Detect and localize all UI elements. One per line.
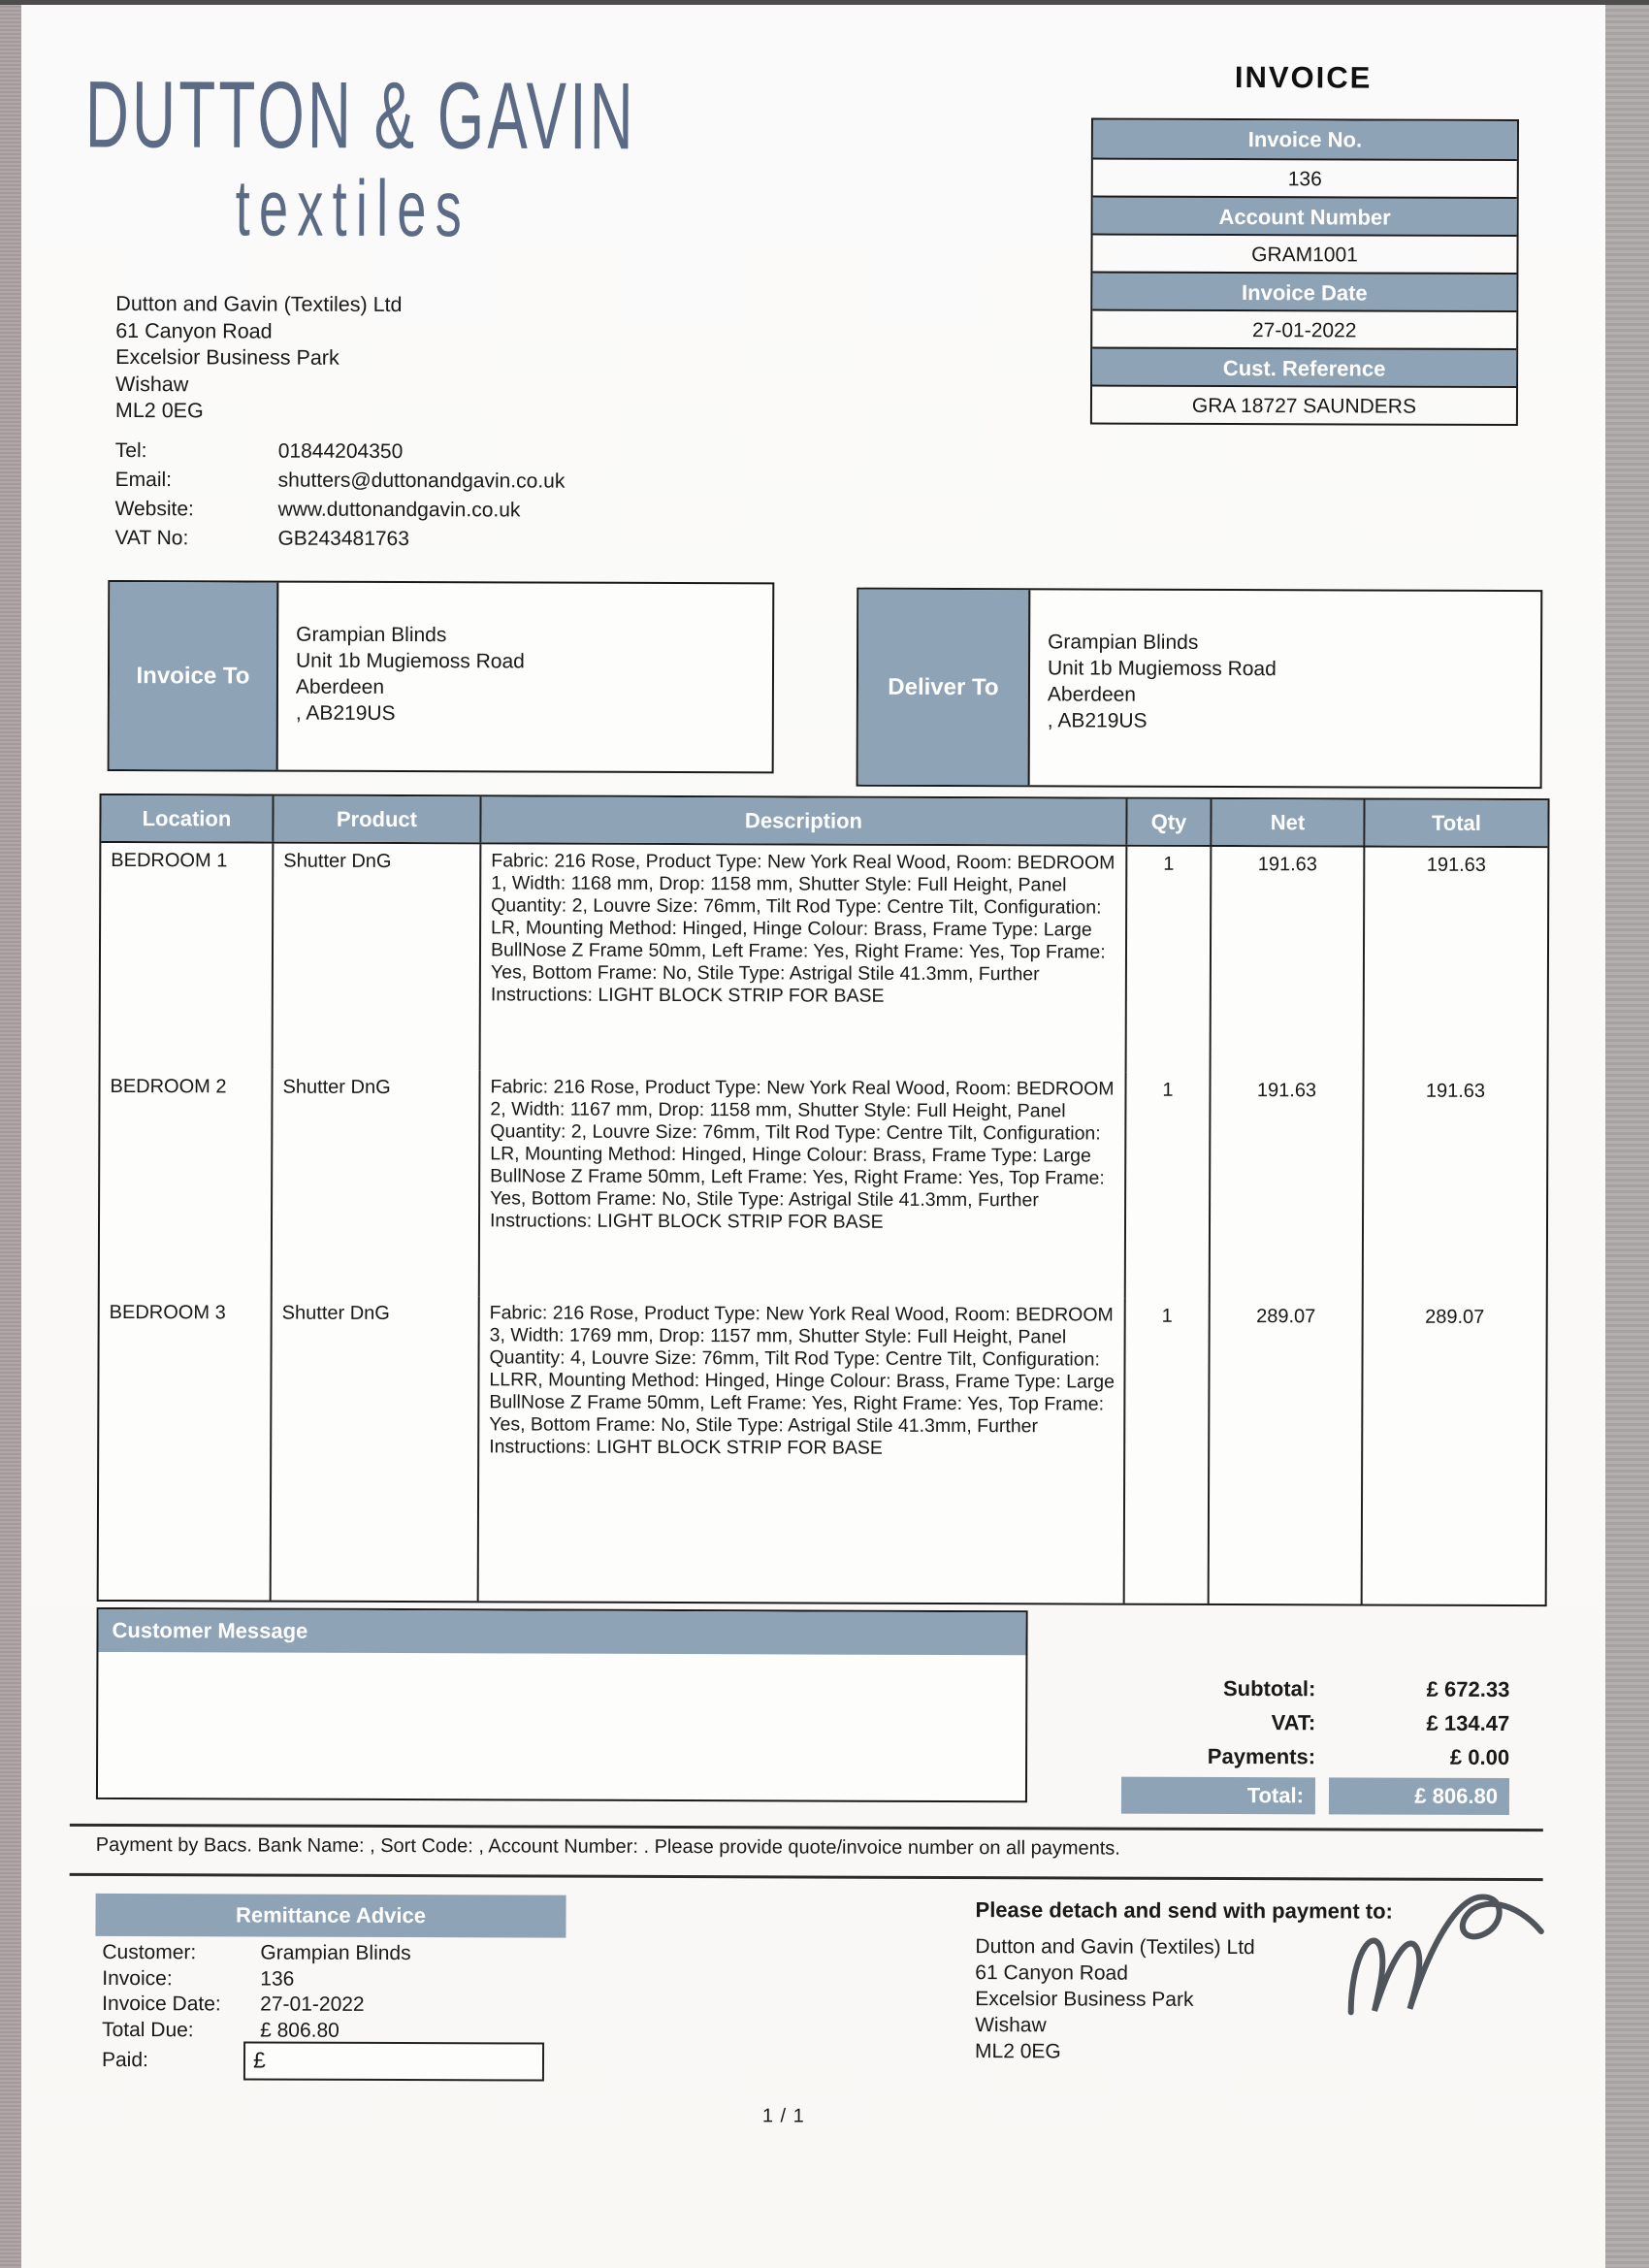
handwritten-initials-pen-scribble-icon [1337, 1874, 1560, 2041]
deliver-to-line: , AB219US [1047, 709, 1148, 732]
items-table [97, 794, 1550, 1606]
remittance-value: £ 806.80 [260, 2019, 340, 2042]
deliver-to-box [857, 588, 1543, 789]
meta-value-cust-reference: GRA 18727 SAUNDERS [1092, 385, 1516, 425]
meta-label-invoice-date: Invoice Date [1092, 272, 1516, 311]
detach-line: Excelsior Business Park [975, 1988, 1194, 2011]
remittance-label: Invoice: [102, 1966, 173, 1990]
paid-label: Paid: [101, 2048, 148, 2072]
payments-row [1061, 1741, 1509, 1777]
scan-edge-left [0, 0, 21, 2268]
detach-address-block [975, 1933, 1255, 2065]
invoice-to-line: Aberdeen [295, 675, 385, 698]
deliver-to-label: Deliver To [858, 590, 1031, 786]
table-row [101, 843, 1548, 1074]
vat-label: VAT: [1271, 1710, 1316, 1735]
contact-row-vat [114, 524, 716, 555]
page-number: 1 / 1 [761, 2105, 805, 2127]
cell-description: Fabric: 216 Rose, Product Type: New York Real Wood, Room: BEDROOM 1, Width: 1168 mm, Drop: 1158 mm, Shutter Style: Full Height, Panel Quantity: 2, Louvre Size: 76mm, Tilt Rod Type: Centre Tilt, Configuration: LR, Mounting Method: Hinged, Hinge Colour: Brass, Frame Type: Large BullNose Z Frame 50mm, Left Frame: Yes, Right Frame: Yes, Top Frame: Yes, Bottom Frame: No, Stile Type: Astrigal Stile 41.3mm, Further Instructions: LIGHT BLOCK STRIP FOR BASE [481, 844, 1128, 1072]
contact-row-tel [115, 437, 717, 468]
contact-row-website [115, 495, 717, 526]
contact-value-email: shutters@duttonandgavin.co.uk [277, 469, 566, 493]
remittance-block [102, 1940, 567, 2045]
company-address-block [115, 291, 403, 426]
company-address-line: ML2 0EG [114, 398, 204, 423]
header-product: Product [274, 796, 481, 843]
remittance-label: Invoice Date: [102, 1992, 221, 2016]
items-table-header [101, 795, 1547, 848]
customer-message-label: Customer Message [98, 1609, 1025, 1655]
cell-location: BEDROOM 1 [101, 843, 275, 1070]
subtotal-row [1061, 1673, 1509, 1709]
company-address-line: 61 Canyon Road [115, 318, 273, 343]
paid-amount-box: £ [243, 2041, 544, 2081]
cell-net: 191.63 [1212, 847, 1366, 1074]
company-address-line: Wishaw [114, 372, 189, 396]
meta-label-cust-reference: Cust. Reference [1092, 347, 1516, 387]
divider-line [70, 1873, 1543, 1881]
deliver-to-address [1030, 590, 1286, 786]
divider-line [70, 1824, 1543, 1831]
cell-total: 289.07 [1425, 1306, 1485, 1328]
remittance-date-row [102, 1992, 567, 2019]
contact-label: VAT No: [114, 526, 189, 550]
meta-value-account-number: GRAM1001 [1092, 234, 1516, 274]
table-row [99, 1295, 1546, 1604]
cell-net: 191.63 [1211, 1073, 1365, 1300]
contact-row-email [115, 466, 717, 497]
detach-line: Dutton and Gavin (Textiles) Ltd [975, 1935, 1255, 1960]
payment-note: Payment by Bacs. Bank Name: , Sort Code: , Account Number: . Please provide quote/invoice number on all payments. [95, 1833, 1120, 1860]
header-description: Description [481, 796, 1127, 844]
scan-edge-right [1605, 0, 1649, 2268]
cell-product: Shutter DnG [272, 1296, 480, 1602]
total-label-bar: Total: [1121, 1777, 1315, 1815]
cell-product: Shutter DnG [273, 1070, 481, 1297]
payments-label: Payments: [1207, 1743, 1316, 1769]
contact-value-vat: GB243481763 [277, 527, 409, 551]
totals-block [1061, 1673, 1509, 1777]
contact-label: Website: [114, 497, 194, 521]
invoice-to-box [108, 580, 775, 773]
subtotal-label: Subtotal: [1222, 1675, 1316, 1701]
cell-description: Fabric: 216 Rose, Product Type: New York Real Wood, Room: BEDROOM 3, Width: 1769 mm, Drop: 1157 mm, Shutter Style: Full Height, Panel Quantity: 4, Louvre Size: 76mm, Tilt Rod Type: Centre Tilt, Configuration: LLRR, Mounting Method: Hinged, Hinge Colour: Brass, Frame Type: Large BullNose Z Frame 50mm, Left Frame: Yes, Right Frame: Yes, Top Frame: Yes, Bottom Frame: No, Stile Type: Astrigal Stile 41.3mm, Further Instructions: LIGHT BLOCK STRIP FOR BASE [479, 1296, 1126, 1603]
remittance-value: 136 [260, 1967, 295, 1991]
deliver-to-line: Unit 1b Mugiemoss Road [1047, 657, 1277, 681]
company-address-line: Excelsior Business Park [115, 344, 340, 370]
invoice-to-line: Unit 1b Mugiemoss Road [296, 649, 525, 673]
remittance-title-bar: Remittance Advice [95, 1894, 566, 1938]
detach-line: 61 Canyon Road [975, 1961, 1128, 1985]
deliver-to-line: Aberdeen [1047, 683, 1137, 706]
contact-label: Tel: [114, 438, 147, 463]
company-name: Dutton and Gavin (Textiles) Ltd [115, 291, 403, 317]
deliver-to-line: Grampian Blinds [1048, 631, 1199, 654]
remittance-value: 27-01-2022 [260, 1993, 365, 2016]
vat-row [1061, 1707, 1509, 1743]
header-total: Total [1365, 799, 1547, 846]
cell-location: BEDROOM 2 [100, 1069, 274, 1296]
invoice-to-label: Invoice To [110, 582, 279, 770]
detach-line: Wishaw [975, 2014, 1047, 2037]
remittance-total-due-row [102, 2017, 567, 2044]
company-contact-block [114, 437, 716, 555]
remittance-value: Grampian Blinds [260, 1941, 411, 1965]
payments-value: £ 0.00 [1449, 1744, 1510, 1770]
header-qty: Qty [1127, 799, 1212, 845]
company-logo-tagline: textiles [235, 164, 471, 254]
cell-total: 191.63 [1426, 854, 1486, 876]
invoice-to-address [278, 583, 534, 771]
cell-qty: 1 [1126, 1073, 1212, 1299]
customer-message-box [96, 1607, 1028, 1802]
vat-value: £ 134.47 [1426, 1710, 1510, 1736]
scan-edge-top [0, 0, 1649, 5]
invoice-to-line: , AB219US [295, 701, 396, 726]
cell-qty: 1 [1127, 847, 1212, 1073]
invoice-meta-table [1090, 118, 1519, 427]
detach-title: Please detach and send with payment to: [975, 1897, 1393, 1924]
cell-net: 289.07 [1210, 1299, 1364, 1604]
header-net: Net [1212, 799, 1365, 846]
meta-label-invoice-no: Invoice No. [1093, 120, 1517, 160]
remittance-label: Total Due: [102, 2018, 194, 2041]
table-row [100, 1069, 1547, 1300]
company-logo-name: DUTTON & GAVIN [84, 60, 637, 170]
cell-product: Shutter DnG [274, 844, 482, 1071]
invoice-sheet [21, 5, 1605, 2268]
remittance-customer-row [102, 1940, 567, 1967]
cell-description: Fabric: 216 Rose, Product Type: New York Real Wood, Room: BEDROOM 2, Width: 1167 mm, Drop: 1158 mm, Shutter Style: Full Height, Panel Quantity: 2, Louvre Size: 76mm, Tilt Rod Type: Centre Tilt, Configuration: LR, Mounting Method: Hinged, Hinge Colour: Brass, Frame Type: Large BullNose Z Frame 50mm, Left Frame: Yes, Right Frame: Yes, Top Frame: Yes, Bottom Frame: No, Stile Type: Astrigal Stile 41.3mm, Further Instructions: LIGHT BLOCK STRIP FOR BASE [480, 1070, 1127, 1298]
meta-label-account-number: Account Number [1093, 196, 1517, 236]
cell-qty: 1 [1125, 1299, 1211, 1604]
cell-location: BEDROOM 3 [99, 1295, 273, 1601]
invoice-title: INVOICE [1234, 60, 1373, 95]
meta-value-invoice-date: 27-01-2022 [1092, 309, 1516, 349]
invoice-to-line: Grampian Blinds [296, 623, 447, 647]
remittance-invoice-row [102, 1965, 567, 1993]
remittance-label: Customer: [102, 1940, 197, 1964]
detach-line: ML2 0EG [975, 2040, 1061, 2063]
contact-value-tel: 01844204350 [277, 439, 404, 464]
total-value-bar: £ 806.80 [1329, 1777, 1509, 1815]
subtotal-value: £ 672.33 [1426, 1676, 1510, 1702]
meta-value-invoice-no: 136 [1093, 158, 1517, 198]
header-location: Location [101, 795, 274, 842]
contact-value-website: www.duttonandgavin.co.uk [277, 498, 521, 522]
contact-label: Email: [114, 468, 173, 492]
cell-total: 191.63 [1425, 1080, 1486, 1102]
